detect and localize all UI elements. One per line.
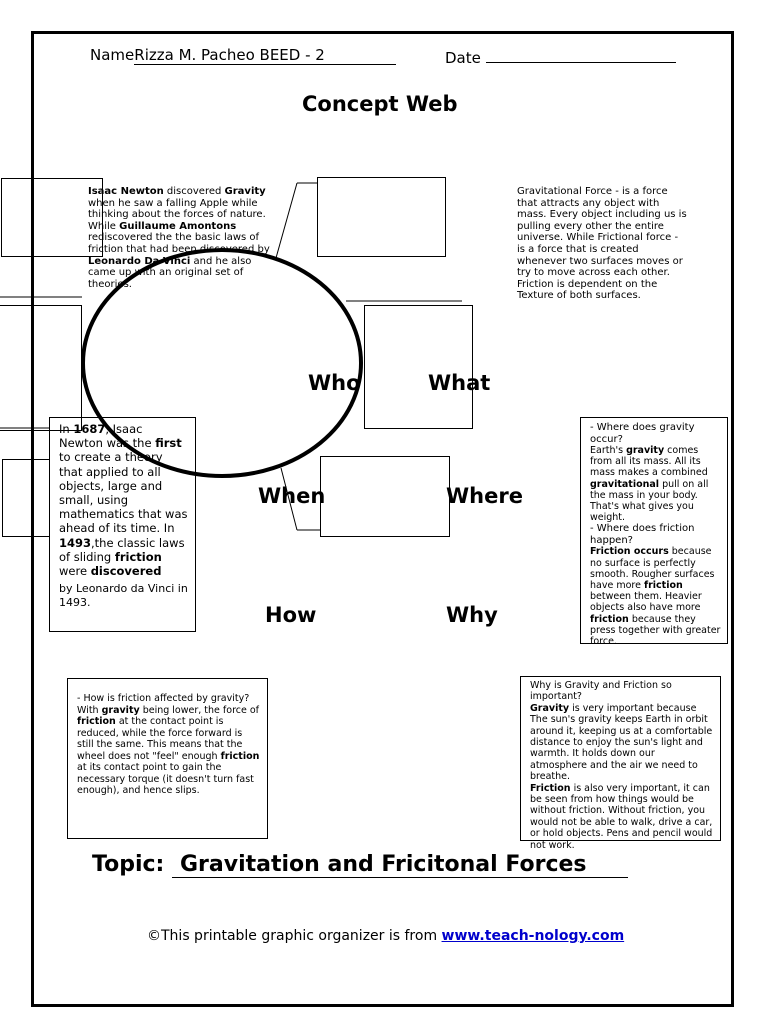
how-text: - How is friction affected by gravity? With gravity being lower, the force of friction at the contact point is reduced, while the force forward is still the same. This means that the wheel does not "feel" enough friction at its contact point to gain the necessary torque (it doesn't turn fast enough), and hence slips. — [77, 693, 260, 796]
footer-credit — [147, 928, 624, 944]
label-how: How — [265, 603, 317, 627]
where-text: - Where does gravity occur? Earth's gravity comes from all its mass. All its mass makes a combined gravitational pull on all the mass in your body. That's what gives you weight. - Where does friction happen? Friction occurs because no surface is perfectly smooth. Rougher surfaces have more friction between them. Heavier objects also have more friction because they press together with greater force. — [590, 422, 721, 648]
label-when: When — [258, 484, 326, 508]
empty-box — [320, 456, 450, 537]
when-box — [49, 417, 196, 632]
teach-nology-link[interactable]: www.teach-nology.com — [441, 928, 625, 944]
empty-box — [364, 305, 473, 429]
why-text: Why is Gravity and Friction so important? Gravity is very important because The sun's gravity keeps Earth in orbit around it, keeping us at a comfortable distance to enjoy the sun's light and warmth. It holds down our atmosphere and the air we need to breathe. Friction is also very important, it can be seen from how things would be without friction. Without friction, you would not be able to walk, drive a car, or hold objects. Pens and pencil would not work. — [530, 680, 713, 851]
page-title: Concept Web — [302, 92, 458, 116]
where-box — [580, 417, 728, 648]
footer-text: ©This printable graphic organizer is from — [147, 928, 442, 944]
when-text: In 1687, Isaac Newton was the first to create a theory that applied to all objects, large and small, using mathematics that was ahead of its time. In 1493,the classic laws of sliding friction were discovered by Leonardo da Vinci in 1493. — [59, 422, 188, 609]
empty-box — [317, 177, 446, 257]
why-box — [520, 676, 721, 851]
topic-value: Gravitation and Fricitonal Forces — [172, 852, 628, 878]
what-text: Gravitational Force - is a force that attracts any object with mass. Every object including us is pulling every other the entire universe. While Frictional force - is a force that is created whenever two surfaces moves or try to move across each other. Friction is dependent on the Texture of both surfaces. — [517, 186, 687, 302]
who-text: Isaac Newton discovered Gravity when he saw a falling Apple while thinking about the forces of nature. While Guillaume Amontons rediscovered the the basic laws of friction that had been discovered by Leonardo Da Vinci and he also came up with an original set of theories. — [88, 186, 270, 290]
name-value: Rizza M. Pacheo BEED - 2 — [134, 46, 396, 65]
empty-box — [0, 305, 82, 431]
name-label: Name — [90, 46, 135, 64]
label-what: What — [428, 371, 491, 395]
empty-box — [2, 459, 50, 537]
date-label: Date — [445, 49, 481, 67]
connector-line — [276, 183, 297, 258]
topic-line — [92, 852, 628, 878]
label-why: Why — [446, 603, 498, 627]
label-where: Where — [446, 484, 523, 508]
label-who: Who — [308, 371, 361, 395]
topic-label: Topic: — [92, 852, 165, 877]
how-box — [67, 678, 268, 839]
